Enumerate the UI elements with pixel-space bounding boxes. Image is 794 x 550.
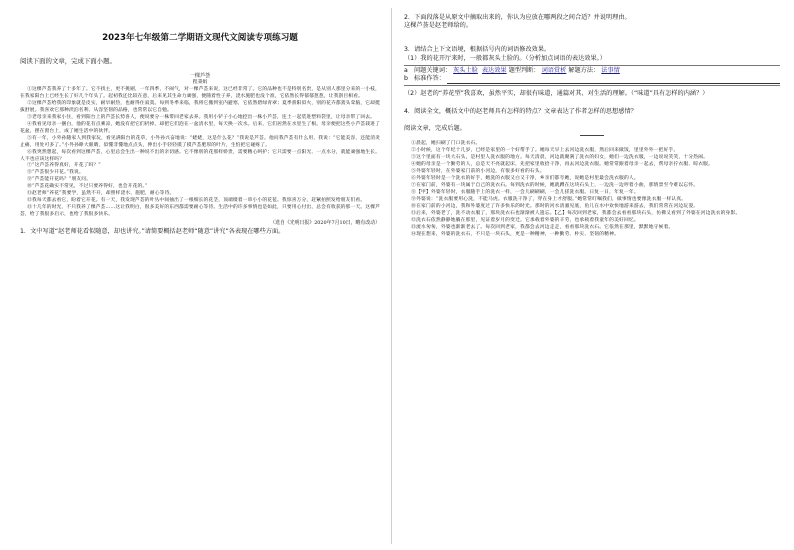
passage-1-body — [20, 87, 380, 218]
answer-blank[interactable] — [447, 76, 780, 84]
paragraph: ②小时候，这个年纪十几岁，已经是家里的一个好帮手了。她每天早上去河边洗衣服，然后回来做饭，里里外外一把好手。 — [411, 147, 679, 153]
left-column — [0, 0, 390, 550]
paragraph: ⑬流水匆匆，外婆也渐渐老去了。每次回到老家，我都会去河边走走，看看那块洗衣石。它依然在那里，默默地守候着。 — [411, 225, 674, 231]
question-3-sub2: （2）赵老的“养花型”我喜欢，虽然平实，却很有味道，通篇对其、对生活的理解。（“味道”具有怎样的内涵？） — [404, 90, 709, 97]
paragraph: ⑩“芦荟花确实不常见，不过只要养得好，也会开花的。” — [27, 184, 148, 190]
passage-2-title-line — [580, 135, 604, 137]
row-marker: a — [404, 66, 408, 74]
keyword-label: 问题关键词： — [414, 66, 452, 74]
paragraph: ⑨外婆说：“洗衣服要用心洗，不能马虎。衣服洗干净了，穿在身上才舒服。”她常常叮嘱我们，做事情也要像洗衣服一样认真。 — [411, 196, 687, 202]
instruction-1: 阅读下面的文章，完成下面小题。 — [20, 57, 116, 65]
paragraph: ④她的母亲是一个勤劳的人，总是天不亮就起床，先把家里收拾干净，再去河边洗衣服。她常常跟着母亲一起去，帮母亲拧衣服、晾衣服。 — [411, 161, 714, 167]
page-title: 2023年七年级第二学期语文现代文阅读专项练习题 — [102, 33, 298, 43]
paragraph: ⑨“芦荟能开花吗？”朋友问。 — [27, 177, 92, 183]
question-2: 2．下面段落是从原文中摘取出来的，你认为应放在哪两段之间合适？并说明理由。 — [404, 14, 631, 21]
paragraph: ⑦“这芦荟养得真好，开花了吗？” — [27, 163, 101, 169]
paragraph: ⑥我突然想起，每次看到这棵芦荟，心里总会生出一种说不出的亲切感。它不像别的花那样娇贵，需要精心呵护；它只需要一点阳光、一点水分，就能顽强地生长。人不也应该这样吗？ — [20, 149, 380, 162]
keyword-value: 灰头土脸 — [453, 66, 478, 74]
type-value: 词语赏析 — [541, 66, 567, 74]
passage-1-title: 一棵芦荟 — [189, 73, 211, 80]
answer-label: 标准作答： — [414, 75, 445, 83]
paragraph: ⑧【甲】外婆年轻时，衣服随手上的洗衣一样，一会儿刷刷刷，一会儿搓洗衣服。日复一日，年复一年。 — [411, 189, 639, 195]
passage-2-body — [404, 140, 780, 239]
column-divider — [391, 8, 392, 544]
paragraph: ⑫我每天都去看它，盼着它开花。有一天，我发现芦荟的叶丛中间抽出了一根细长的花茎，顶端缀着一串小小的花苞。我惊喜万分，赶紧拍照发给朋友们看。 — [27, 197, 366, 203]
paragraph: ⑫洗衣石依然静静地躺在那里，见证着岁月的变迁。它承载着外婆的辛劳，也承载着我童年的美好回忆。 — [411, 218, 639, 224]
paragraph: ⑤外婆年轻时，在外婆家门前的小河边，有很多好看的石头。 — [411, 168, 545, 174]
passage-1-author: 程秉娟 — [192, 79, 208, 85]
table-row — [404, 75, 780, 84]
instruction-2: 阅读文章，完成后题。 — [404, 125, 466, 133]
question-3: 3．请结合上下文语境，根据括号内的词语修改效果。 — [404, 46, 551, 54]
right-column — [396, 0, 794, 550]
paragraph: ③老母亲来我家小住，看到阳台上的芦荟长势喜人，便说要分一株带回老家去养。我用小铲子小心地挖出一株小芦荟，连土一起装进塑料袋里，让母亲带了回去。 — [27, 115, 376, 121]
type-label: 题型判断： — [508, 66, 540, 74]
paragraph: ③这个里面有一块大石头，是村里人洗衣服的地方。每天清晨，河边就聚满了洗衣的妇女，她们一边洗衣服，一边说说笑笑，十分热闹。 — [411, 154, 709, 160]
paragraph: ⑪赵老师“养花”我要学，虽然不开，却照样浇水、施肥，耐心等待。 — [27, 191, 175, 197]
paragraph: ⑬十几年的时光，不只我养了棵芦荟……这让我明白，很多美好的东西都需要耐心等待。生活中的许多事情也是如此，只要用心付出，总会有收获的那一天。这棵芦荟，给了我很多启示，也给了我很多快乐。 — [20, 204, 380, 217]
question-2-excerpt: 这棵芦荟是赵老师给的。 — [404, 22, 473, 30]
question-3-sub1: （1）我的花开厅来时，一般都灰头土脸的。（分析加点词语的表达效果。） — [404, 54, 606, 62]
question-4: 4．阅读全文，概括文中的赵老师具有怎样的特点？文章表达了作者怎样的思想感情？ — [404, 108, 637, 116]
paragraph: ⑩在家门前的小河边，我和外婆度过了许多快乐的时光。那时的河水清澈见底，鱼儿在水中欢快地游来游去，我们常常在河边玩耍。 — [411, 204, 699, 210]
answer-table — [404, 65, 780, 86]
table-row — [404, 67, 780, 76]
effect-value: 表达效果 — [481, 66, 507, 74]
method-value: 法事情 — [601, 66, 620, 74]
paragraph: ①这棵芦荟我养了十多年了。它不找主，更不挑剔，一年四季，不闹气，对一棵芦荟来说，这已经非常了。它的品种也不是特别名贵，是从别人那里分来的一小枝，在我家阳台上已经生长了好几个年头了。起初我还比较在意，后来见其生命力顽强，便随着性子养，浇水施肥也没个准，它依然长得郁郁葱葱，让我刮目相看。 — [20, 87, 380, 100]
paragraph: ②这棵芦荟给我的印象就是皮实，耐旱耐热，也耐得住寂寞。每到冬季来临，我将它搬到室内避寒，它依然碧绿青翠；夏季骄阳似火，别的花卉都蔫头耷脑，它却挺拔舒展。我喜欢它那种淡泊名利、从容坚韧的品格，也常常以它自勉。 — [20, 101, 380, 114]
row-marker: b — [404, 75, 408, 83]
paragraph: ①晨起，她扫刷了门口洗衣石。 — [411, 140, 481, 146]
paragraph: ⑪后来，外婆老了，洗不动衣服了，那块洗衣石也渐渐被人遗忘。【乙】每次回到老家，我都会去看看那块石头，仿佛又看到了外婆在河边洗衣的身影。 — [411, 211, 741, 217]
method-label: 解题方法： — [568, 66, 600, 74]
paragraph: ⑤有一年，小外孙随家人到我家玩，看见满阳台的花草，小外孙兴奋地说：“姥姥，这是什么花？”我说是芦荟。他问我芦荟有什么用，我说：“它能美容，还能消炎止痛，用处可多了。”小外孙睁大眼睛，似懂非懂地点点头，伸出小手轻轻摸了摸芦荟肥厚的叶片，生怕把它碰疼了。 — [20, 135, 380, 148]
paragraph: ⑥外婆年轻时是一个洗衣的好手，她洗的衣服又白又干净，乡亲们都夸她，说她是村里最会洗衣服的人。 — [411, 175, 639, 181]
paragraph: ⑭现在想来，外婆的洗衣石，不只是一块石头，更是一种精神，一种勤劳、朴实、坚韧的精神。 — [411, 232, 620, 238]
question-1: 1．文中写道“赵老师花看似随意，却也讲究。”请简要概括赵老师“随意”讲究”各表现在哪些方面。 — [20, 227, 285, 235]
paragraph: ⑧“芦荟很少开花。”我说。 — [27, 170, 84, 176]
paragraph: ⑦在家门前，外婆有一块属于自己的洗衣石。每到洗衣的时候，她就蹲在这块石头上，一边洗一边哼着小曲，那情景至今难以忘怀。 — [411, 182, 699, 188]
paragraph: ④我看见母亲一捆白，他的花有点乘凉，她没有把它们扔掉，却把它们泡在一盆清水里，每天换一次水。后来，它们居然在水里生了根。母亲便把这些小芦荟栽进了花盆，摆在窗台上，成了她生活中的伙伴。 — [20, 122, 380, 134]
passage-1-source: （选自《光明日报》2020年7月10日，略有改动） — [270, 219, 380, 226]
